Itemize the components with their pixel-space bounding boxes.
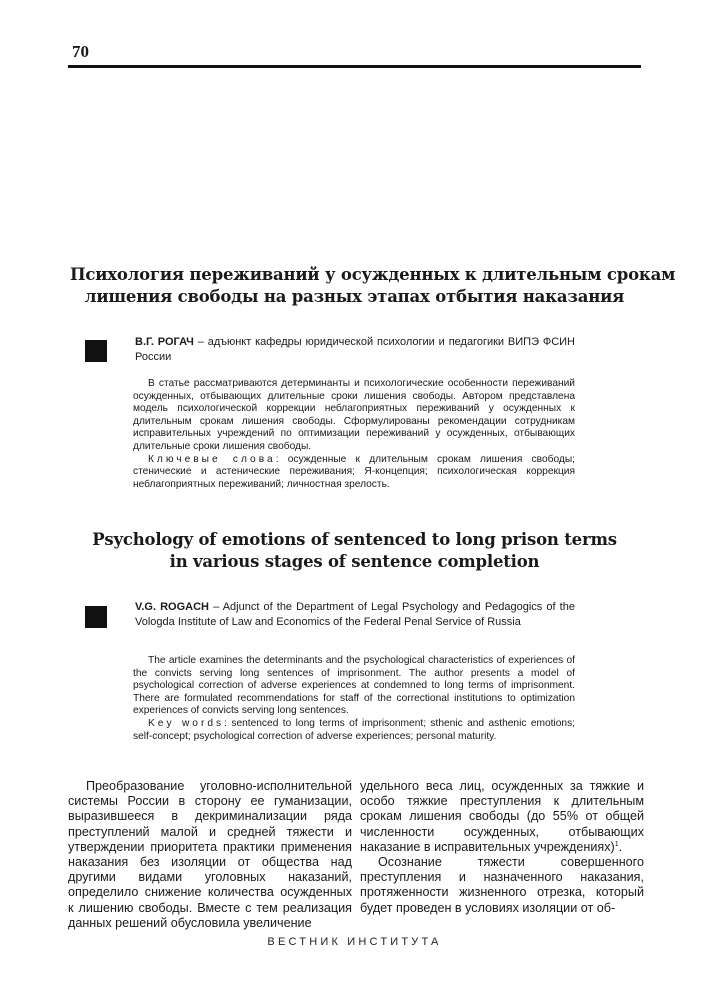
body-column-right xyxy=(360,779,644,916)
title-line: Психология переживаний у осужденных к длительным срокам xyxy=(70,265,676,284)
author-name: V.G. ROGACH xyxy=(135,601,209,613)
page-number: 70 xyxy=(72,42,89,61)
body-paragraph-continued xyxy=(360,779,644,855)
header-rule xyxy=(68,65,641,68)
body-paragraph: Осознание тяжести совершенного преступления и назначенного наказания, протяженности жизненного отрезка, который будет проведен в условиях изоляции от об- xyxy=(360,855,644,915)
article-title-ru xyxy=(70,264,676,308)
body-column-left xyxy=(68,779,352,931)
abstract-ru xyxy=(133,378,575,491)
abstract-en xyxy=(133,655,575,743)
author-info-en xyxy=(135,600,575,629)
keywords-text: : осужденные к длительным срокам лишения свободы; стенические и астенические переживания; Я-концепция; психологическая коррекция неблагоприятных переживаний; личностная зрелость. xyxy=(133,453,575,490)
keywords-text: : sentenced to long terms of imprisonment; sthenic and asthenic emotions; self-concept; psychological correction of adverse experiences; personal maturity. xyxy=(133,717,575,742)
author-description: – адъюнкт кафедры юридической психологии и педагогики ВИПЭ ФСИН России xyxy=(135,336,576,363)
keywords xyxy=(133,454,575,492)
abstract-text: В статье рассматриваются детерминанты и психологические особенности переживаний осужденных, отбывающих длительные сроки лишения свободы. Автором представлена модель психологической коррекции неблагоприятных переживаний у осужденных к длительным срокам лишения свободы. Сформулированы рекомендации сотрудникам исправительных учреждений по оптимизации переживаний у осужденных, отбывающих длительные сроки лишения свободы. xyxy=(133,378,575,452)
body-text: удельного веса лиц, осужденных за тяжкие и особо тяжкие преступления к длительным срокам лишения свободы (до 55% от общей численности осужденных, отбывающих наказание в исправительных учреждениях) xyxy=(360,779,644,854)
journal-footer: ВЕСТНИК ИНСТИТУТА xyxy=(267,936,442,948)
author-description: – Adjunct of the Department of Legal Psychology and Pedagogics of the Vologda Institute of Law and Economics of the Federal Penal Service of Russia xyxy=(135,601,575,628)
author-name: В.Г. РОГАЧ xyxy=(135,336,194,348)
footnote-ref: 1 xyxy=(614,840,619,848)
keywords-label: Key words xyxy=(148,717,225,729)
abstract-text: The article examines the determinants and the psychological characteristics of experiences of the convicts serving long sentences of imprisonment. The author presents a model of psychological correction of adverse experiences at condemned to long terms of imprisonment. There are formulated recommendations for staff of the correctional institutions to optimization experiences of convicts serving long sentences. xyxy=(133,655,575,717)
title-line: Psychology of emotions of sentenced to long prison terms xyxy=(92,530,617,549)
body-paragraph xyxy=(68,779,352,931)
title-line: in various stages of sentence completion xyxy=(169,552,540,571)
body-text: Преобразование уголовно-исполнительной системы России в сторону ее гуманизации, выразившееся в декриминализации ряда преступлений малой и средней тяжести и утверждении приоритета практики применения наказания без изоляции от общества над другими видами уголовных наказаний, определило снижение количества осужденных к лишению свободы. Вместе с тем реализация данных решений обусловила увеличение xyxy=(68,779,352,930)
keywords-label: Ключевые слова xyxy=(148,453,276,465)
keywords xyxy=(133,718,575,743)
article-title-en xyxy=(70,529,639,573)
body-text: . xyxy=(618,839,623,854)
author-marker-square xyxy=(85,606,107,628)
author-info-ru xyxy=(135,335,575,364)
author-marker-square xyxy=(85,340,107,362)
title-line: лишения свободы на разных этапах отбытия наказания xyxy=(84,287,625,306)
